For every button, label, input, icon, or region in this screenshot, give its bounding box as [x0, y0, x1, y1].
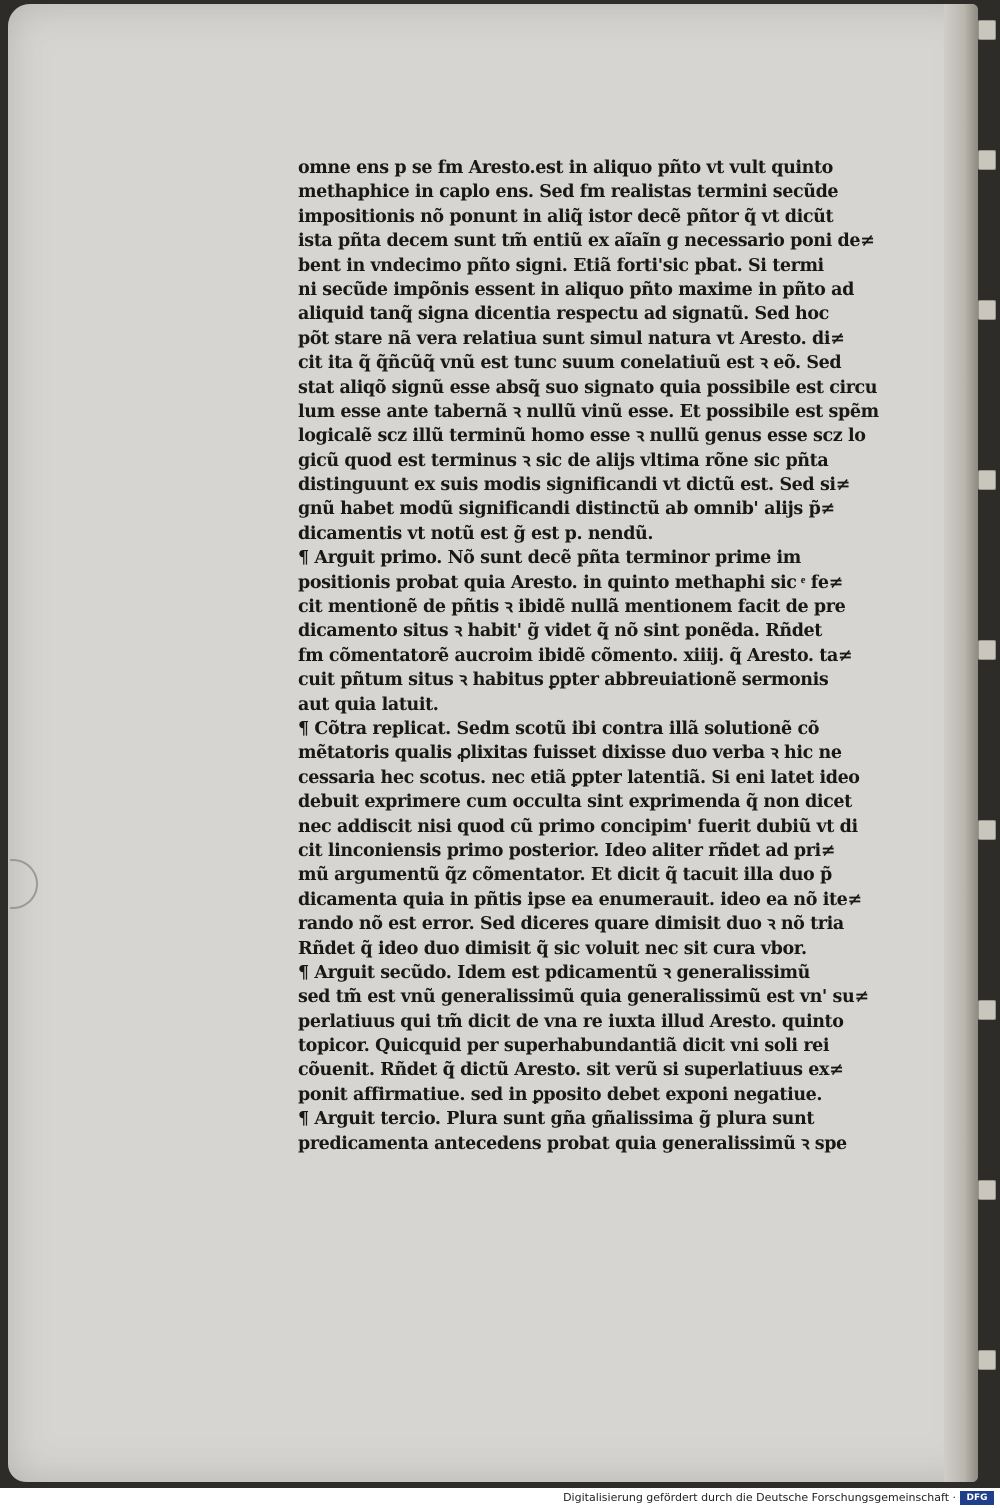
- text-line: predicamenta antecedens probat quia generalissimũ ꝛ spe: [298, 1133, 847, 1154]
- text-line: dicamenta quia in pñtis ipse ea enumerauit. ideo ea nõ ite≠: [298, 889, 862, 910]
- edge-tab: [978, 300, 996, 320]
- text-line: gnũ habet modũ significandi distinctũ ab omnib' alijs p̃≠: [298, 499, 835, 520]
- edge-tab: [978, 150, 996, 170]
- text-line: impositionis nõ ponunt in aliq̃ istor decẽ pñtor q̃ vt dicũt: [298, 206, 834, 227]
- text-line: ¶ Arguit tercio. Plura sunt gña gñalissima g̃ plura sunt: [298, 1109, 815, 1130]
- text-line: ¶ Arguit secũdo. Idem est pdicamentũ ꝛ generalissimũ: [298, 962, 810, 983]
- text-line: ¶ Arguit primo. Nõ sunt decẽ pñta terminor prime im: [298, 548, 801, 569]
- text-line: ponit affirmatiue. sed in ꝑposito debet exponi negatiue.: [298, 1084, 823, 1105]
- page-gutter: [944, 4, 978, 1482]
- text-line: ni secũde impõnis essent in aliquo pñto maxime in pñto ad: [298, 279, 854, 300]
- footer-bar: [0, 1488, 1000, 1508]
- text-line: dicamentis vt notũ est g̃ est p. nendũ.: [298, 523, 654, 544]
- page-edge-tabs: [978, 0, 996, 1490]
- edge-tab: [978, 1000, 996, 1020]
- text-line: cessaria hec scotus. nec etiã ꝑpter latentiã. Si eni latet ideo: [298, 767, 860, 788]
- edge-tab: [978, 820, 996, 840]
- text-line: sed tm̃ est vnũ generalissimũ quia generalissimũ est vn' su≠: [298, 987, 869, 1008]
- text-line: gicũ quod est terminus ꝛ sic de alijs vltima rõne sic pñta: [298, 450, 829, 471]
- text-line: stat aliqõ signũ esse absq̃ suo signato quia possibile est circu: [298, 377, 878, 398]
- text-line: aut quia latuit.: [298, 694, 439, 715]
- text-line: ¶ Cõtra replicat. Sedm scotũ ibi contra illã solutionẽ cõ: [298, 718, 819, 739]
- text-block: [298, 156, 920, 1156]
- edge-tab: [978, 640, 996, 660]
- text-line: cit linconiensis primo posterior. Ideo aliter rñdet ad pri≠: [298, 840, 836, 861]
- edge-tab: [978, 1350, 996, 1370]
- funding-credit: Digitalisierung gefördert durch die Deutsche Forschungsgemeinschaft ·: [563, 1491, 956, 1504]
- text-line: aliquid tanq̃ signa dicentia respectu ad signatũ. Sed hoc: [298, 304, 829, 325]
- text-line: bent in vndecimo pñto signi. Etiã forti'sic pbat. Si termi: [298, 255, 824, 276]
- edge-tab: [978, 470, 996, 490]
- edge-tab: [978, 20, 996, 40]
- text-line: perlatiuus qui tm̃ dicit de vna re iuxta illud Aresto. quinto: [298, 1011, 844, 1032]
- text-line: logicalẽ scz illũ terminũ homo esse ꝛ nullũ genus esse scz lo: [298, 426, 866, 447]
- text-line: ista pñta decem sunt tm̃ entiũ ex aĩaĩn g necessario poni de≠: [298, 231, 875, 252]
- text-line: mẽtatoris qualis ꝓlixitas fuisset dixisse duo verba ꝛ hic ne: [298, 743, 842, 764]
- text-line: lum esse ante tabernã ꝛ nullũ vinũ esse. Et possibile est spẽm: [298, 401, 879, 422]
- text-line: dicamento situs ꝛ habit' g̃ videt q̃ nõ sint ponẽda. Rñdet: [298, 621, 822, 642]
- text-line: fm cõmentatorẽ aucroim ibidẽ cõmento. xiiij. q̃ Aresto. ta≠: [298, 645, 853, 666]
- text-line: distinguunt ex suis modis significandi vt dictũ est. Sed si≠: [298, 475, 850, 496]
- text-line: nec addiscit nisi quod cũ primo concipim' fuerit dubiũ vt di: [298, 816, 858, 837]
- text-line: cuit pñtum situs ꝛ habitus ꝑpter abbreuiationẽ sermonis: [298, 670, 829, 691]
- dfg-logo: DFG: [960, 1491, 994, 1505]
- text-line: cit mentionẽ de pñtis ꝛ ibidẽ nullã mentionem facit de pre: [298, 597, 846, 618]
- text-line: põt stare nã vera relatiua sunt simul natura vt Aresto. di≠: [298, 328, 845, 349]
- text-line: positionis probat quia Aresto. in quinto methaphi sic ͤ fe≠: [298, 572, 843, 593]
- text-line: cit ita q̃ q̃ñcũq̃ vnũ est tunc suum conelatiuũ est ꝛ eõ. Sed: [298, 353, 842, 374]
- text-line: Rñdet q̃ ideo duo dimisit q̃ sic voluit nec sit cura vbor.: [298, 938, 807, 959]
- text-line: mũ argumentũ q̃z cõmentator. Et dicit q̃ tacuit illa duo p̃: [298, 865, 832, 886]
- text-line: methaphice in caplo ens. Sed fm realistas termini secũde: [298, 182, 839, 203]
- text-line: topicor. Quicquid per superhabundantiã dicit vni soli rei: [298, 1036, 830, 1057]
- text-line: cõuenit. Rñdet q̃ dictũ Aresto. sit verũ si superlatiuus ex≠: [298, 1060, 844, 1081]
- text-line: omne ens p se fm Aresto.est in aliquo pñto vt vult quinto: [298, 158, 833, 178]
- edge-tab: [978, 1180, 996, 1200]
- book-page: [8, 4, 978, 1482]
- binding-hole: [10, 859, 38, 909]
- text-line: debuit exprimere cum occulta sint exprimenda q̃ non dicet: [298, 792, 852, 813]
- text-line: rando nõ est error. Sed diceres quare dimisit duo ꝛ nõ tria: [298, 914, 844, 935]
